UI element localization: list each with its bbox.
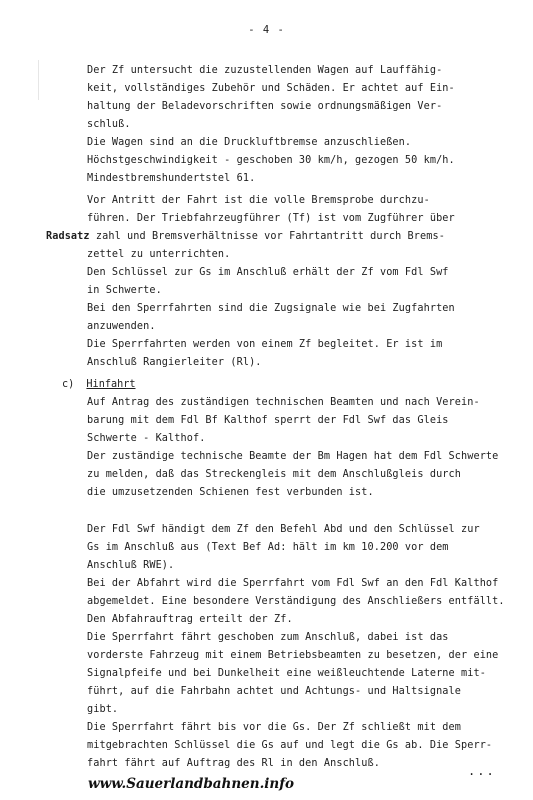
text-line: Mindestbremshundertstel 61. [87,173,256,184]
text-line: barung mit dem Fdl Bf Kalthof sperrt der Fdl Swf das Gleis [87,415,449,426]
continuation-dots: ... [468,764,496,778]
text-line: Die Sperrfahrten werden von einem Zf begleitet. Er ist im [87,339,443,350]
text-line: in Schwerte. [87,285,162,296]
text-line: Auf Antrag des zuständigen technischen Beamten und nach Verein- [87,397,480,408]
text-line: vorderste Fahrzeug mit einem Betriebsbeamten zu besetzen, der eine [87,650,499,661]
text-line-rest: zahl und Bremsverhältnisse vor Fahrtantritt durch Brems- [95,231,445,242]
text-line: Die Sperrfahrt fährt geschoben zum Anschluß, dabei ist das [87,632,449,643]
text-line: Bei der Abfahrt wird die Sperrfahrt vom Fdl Swf an den Fdl Kalthof [87,578,499,589]
text-line: Bei den Sperrfahrten sind die Zugsignale wie bei Zugfahrten [87,303,455,314]
text-line: zu melden, daß das Streckengleis mit dem Anschlußgleis durch [87,469,462,480]
text-line: abgemeldet. Eine besondere Verständigung des Anschließers entfällt. [87,596,505,607]
text-line: Der Fdl Swf händigt dem Zf den Befehl Abd und den Schlüssel zur [87,524,480,535]
text-line: schluß. [87,119,131,130]
text-line: Höchstgeschwindigkeit - geschoben 30 km/h, gezogen 50 km/h. [87,155,455,166]
text-line: Den Schlüssel zur Gs im Anschluß erhält der Zf vom Fdl Swf [87,267,449,278]
section-letter: c) [62,379,75,390]
radsatz-correction: Radsatz [46,231,90,242]
text-line: führt, auf die Fahrbahn achtet und Achtungs- und Haltsignale [87,686,462,697]
text-line: Der Zf untersucht die zuzustellenden Wagen auf Lauffähig- [87,65,443,76]
text-line: Anschluß RWE). [87,560,175,571]
page-number: - 4 - [248,24,285,36]
text-line: Den Abfahrauftrag erteilt der Zf. [87,614,293,625]
text-line: führen. Der Triebfahrzeugführer (Tf) ist vom Zugführer über [87,213,455,224]
text-line: mitgebrachten Schlüssel die Gs auf und legt die Gs ab. Die Sperr- [87,740,493,751]
section-label [62,379,136,390]
text-line: zettel zu unterrichten. [87,249,231,260]
scan-artifact [38,60,39,100]
text-line: gibt. [87,704,119,715]
text-line: anzuwenden. [87,321,156,332]
text-line: keit, vollständiges Zubehör und Schäden. Er achtet auf Ein- [87,83,455,94]
text-line: haltung der Beladevorschriften sowie ordnungsmäßigen Ver- [87,101,443,112]
text-line: Signalpfeife und bei Dunkelheit eine weißleuchtende Laterne mit- [87,668,486,679]
text-line: Gs im Anschluß aus (Text Bef Ad: hält im km 10.200 vor dem [87,542,449,553]
text-line: fahrt fährt auf Auftrag des Rl in den Anschluß. [87,758,380,769]
text-line [46,230,445,243]
text-line: Die Sperrfahrt fährt bis vor die Gs. Der Zf schließt mit dem [87,722,462,733]
text-line: Anschluß Rangierleiter (Rl). [87,357,262,368]
text-line: Schwerte - Kalthof. [87,433,206,444]
text-line: die umzusetzenden Schienen fest verbunden ist. [87,487,374,498]
text-line: Der zuständige technische Beamte der Bm Hagen hat dem Fdl Schwerte [87,451,499,462]
text-line: Die Wagen sind an die Druckluftbremse anzuschließen. [87,137,412,148]
text-line: Vor Antritt der Fahrt ist die volle Bremsprobe durchzu- [87,195,430,206]
section-heading: Hinfahrt [86,379,136,390]
footer-website: www.Sauerlandbahnen.info [88,776,295,792]
